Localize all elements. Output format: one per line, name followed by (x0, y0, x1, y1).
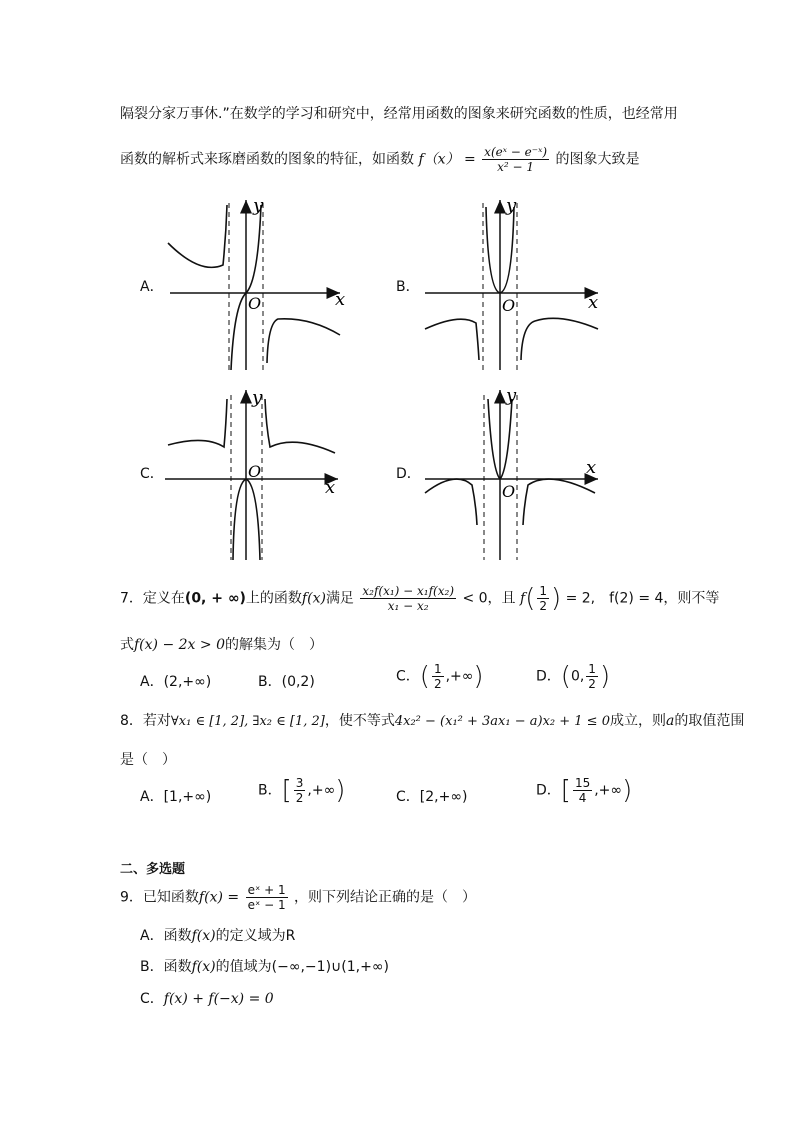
graph-d-label: D． (396, 466, 421, 482)
intro-fx: f（x） (418, 151, 460, 168)
q8-line-2: 是（ ） (120, 752, 176, 768)
q9-option-c-equation: f(x) + f(−x) = 0 (163, 991, 274, 1007)
q8-inequality: 4x₂² − (x₁² + 3ax₁ − a)x₂ + 1 ≤ 0 (394, 714, 610, 729)
q8-option-b-tail: ,+∞ (307, 782, 336, 799)
q7-option-d-den: 2 (588, 677, 596, 691)
q9-option-b-text-b: 的值域为 (215, 959, 272, 975)
q7-half-num: 1 (539, 584, 547, 598)
q7-option-b[interactable]: B．(0,2) (258, 674, 315, 690)
q9-line-1 (120, 883, 476, 912)
q9-fraction-den: eˣ − 1 (247, 898, 286, 912)
q7-text-b: 上的函数 (245, 590, 302, 607)
q8-option-b-den: 2 (295, 791, 304, 805)
q9-text-b: ，则下列结论正确的是（ ） (294, 889, 477, 906)
q8-text-d: 的取值范围 (674, 713, 745, 729)
graph-c-x-label: x (325, 477, 336, 498)
q8-option-d-num: 15 (574, 776, 591, 790)
q7-option-c-label: C． (396, 668, 420, 685)
graph-d-origin-label: O (502, 482, 516, 501)
q9-option-c-label: C． (140, 991, 164, 1007)
graph-b-curve-left (425, 319, 479, 360)
graph-d-curve-left (425, 479, 477, 525)
q7-fx: f(x) (301, 590, 326, 607)
q7-line2-a: 式 (120, 637, 134, 653)
graph-d-y-label: y (506, 385, 517, 406)
q7-text-d: < 0，且 (462, 590, 516, 607)
q7-option-d-label: D． (536, 668, 561, 685)
graph-b-y-label: y (506, 195, 517, 216)
q8-option-d-tail: ,+∞ (594, 782, 623, 799)
q8-a-var: a (665, 713, 675, 729)
q9-option-b-fx: f(x) (191, 959, 216, 975)
intro-text-a: 函数的解析式来琢磨函数的图象的特征，如函数 (120, 151, 414, 168)
q7-line-2 (120, 634, 323, 654)
section-heading-multi-choice: 二、多选题 (120, 862, 186, 877)
q9-option-a-text-a: A．函数 (140, 928, 192, 944)
graph-a-y-label: y (253, 195, 264, 216)
q7-fraction (360, 584, 456, 613)
q8-option-b-label: B． (258, 782, 282, 799)
graph-c-label: C． (140, 466, 164, 482)
q9-option-b-range: (−∞,−1)∪(1,+∞) (271, 959, 389, 975)
q8-option-d-den: 4 (578, 791, 587, 805)
graph-b-curve-right (521, 318, 598, 360)
q7-option-c-den: 2 (433, 677, 442, 691)
q9-option-c[interactable] (140, 988, 274, 1008)
intro-line-2 (120, 145, 640, 174)
q7-option-d-num: 1 (588, 662, 596, 676)
graph-c-y-label: y (252, 387, 263, 408)
graph-c-origin-label: O (248, 462, 262, 481)
q7-text-a: 7．定义在 (120, 590, 185, 607)
q9-option-a-r: R (285, 928, 296, 944)
q7-option-d-fraction (586, 662, 598, 691)
graph-d-x-label: x (586, 457, 597, 478)
graph-a-curve-right (267, 319, 340, 363)
q7-option-d[interactable]: D．(0, $\frac{1}{2}$ ) (536, 661, 611, 692)
q8-option-d[interactable]: D．[ $\frac{15}{4}$ ,+∞) (536, 775, 633, 806)
q8-option-d-label: D． (536, 782, 561, 799)
q8-option-b-num: 3 (295, 776, 304, 790)
q9-fx: f(x) = (198, 889, 240, 906)
q7-option-a[interactable]: A．(2,+∞) (140, 674, 212, 690)
q7-option-c-fraction (432, 662, 444, 691)
q7-domain: (0, + ∞) (184, 590, 246, 607)
q7-option-d-head: 0, (570, 668, 585, 685)
graph-a-curve-left (168, 205, 227, 267)
q7-text-c: 满足 (325, 590, 354, 607)
q9-fraction (246, 883, 288, 912)
graph-b-origin-label: O (502, 296, 516, 315)
q8-option-d-fraction (573, 776, 592, 805)
q8-option-b-fraction (294, 776, 306, 805)
q9-text-a: 9．已知函数 (120, 889, 199, 906)
q9-fraction-num: eˣ + 1 (247, 883, 286, 897)
q8-condition: ∀x₁ ∈ [1, 2], ∃x₂ ∈ [1, 2] (170, 714, 325, 729)
q7-f-symbol: f (520, 590, 526, 607)
intro-fraction-den: x² − 1 (497, 160, 535, 174)
intro-text-b: 的图象大致是 (555, 151, 640, 168)
graph-c-curve-right (265, 399, 335, 453)
q8-option-a[interactable]: A．[1,+∞) (140, 789, 212, 805)
q8-line-1 (120, 710, 744, 730)
q9-option-a-text-b: 的定义域为 (215, 928, 286, 944)
intro-fraction (482, 145, 549, 174)
q9-option-b[interactable] (140, 956, 389, 976)
q7-half-fraction (537, 584, 549, 613)
q9-option-b-text-a: B．函数 (140, 959, 192, 975)
graph-c (160, 385, 350, 565)
q8-text-c: 成立，则 (609, 713, 666, 729)
intro-eq: = (463, 151, 476, 168)
q7-half-den: 2 (539, 599, 547, 613)
intro-line-1: 隔裂分家万事休.”在数学的学习和研究中，经常用函数的图象来研究函数的性质，也经常用 (120, 106, 678, 122)
intro-fraction-num: x(eˣ − e⁻ˣ) (484, 145, 548, 159)
q8-text-a: 8．若对 (120, 713, 171, 729)
graph-b (420, 195, 610, 375)
graph-a-label: A． (140, 279, 164, 295)
q7-option-c-tail: ,+∞ (445, 668, 474, 685)
q8-option-c[interactable]: C．[2,+∞) (396, 789, 468, 805)
graph-d-curve-right (523, 479, 595, 525)
q9-option-a-fx: f(x) (191, 928, 216, 944)
q7-inequality: f(x) − 2x > 0 (134, 637, 225, 653)
q7-fraction-num: x₂f(x₁) − x₁f(x₂) (362, 584, 454, 598)
q7-line-1: 7．定义在(0, + ∞)上的函数f(x)满足 $\frac{\text{x₂f(x₁) − x₁f(x₂)}}{\text{x₁ − x₂}}$ < 0，且 f( $\frac{1}{2}$ ) = 2, f(2) = 4，则不等 (120, 583, 720, 614)
q7-line2-b: 的解集为（ ） (224, 637, 323, 653)
graph-d (420, 385, 610, 565)
graph-b-x-label: x (588, 292, 599, 313)
graph-a (160, 195, 350, 375)
graph-c-curve-left (168, 399, 227, 447)
q8-text-b: ，使不等式 (324, 713, 395, 729)
q7-option-c-num: 1 (433, 662, 442, 676)
q9-option-a[interactable] (140, 925, 295, 945)
q7-fraction-den: x₁ − x₂ (387, 599, 429, 613)
graph-a-x-label: x (335, 289, 346, 310)
graph-b-label: B． (396, 279, 420, 295)
q7-text-e: = 2, f(2) = 4，则不等 (565, 590, 720, 607)
q8-option-b[interactable]: B．[ $\frac{3}{2}$ ,+∞) (258, 775, 346, 806)
q7-option-c[interactable]: C．( $\frac{1}{2}$ ,+∞) (396, 661, 484, 692)
graph-a-origin-label: O (248, 294, 262, 313)
